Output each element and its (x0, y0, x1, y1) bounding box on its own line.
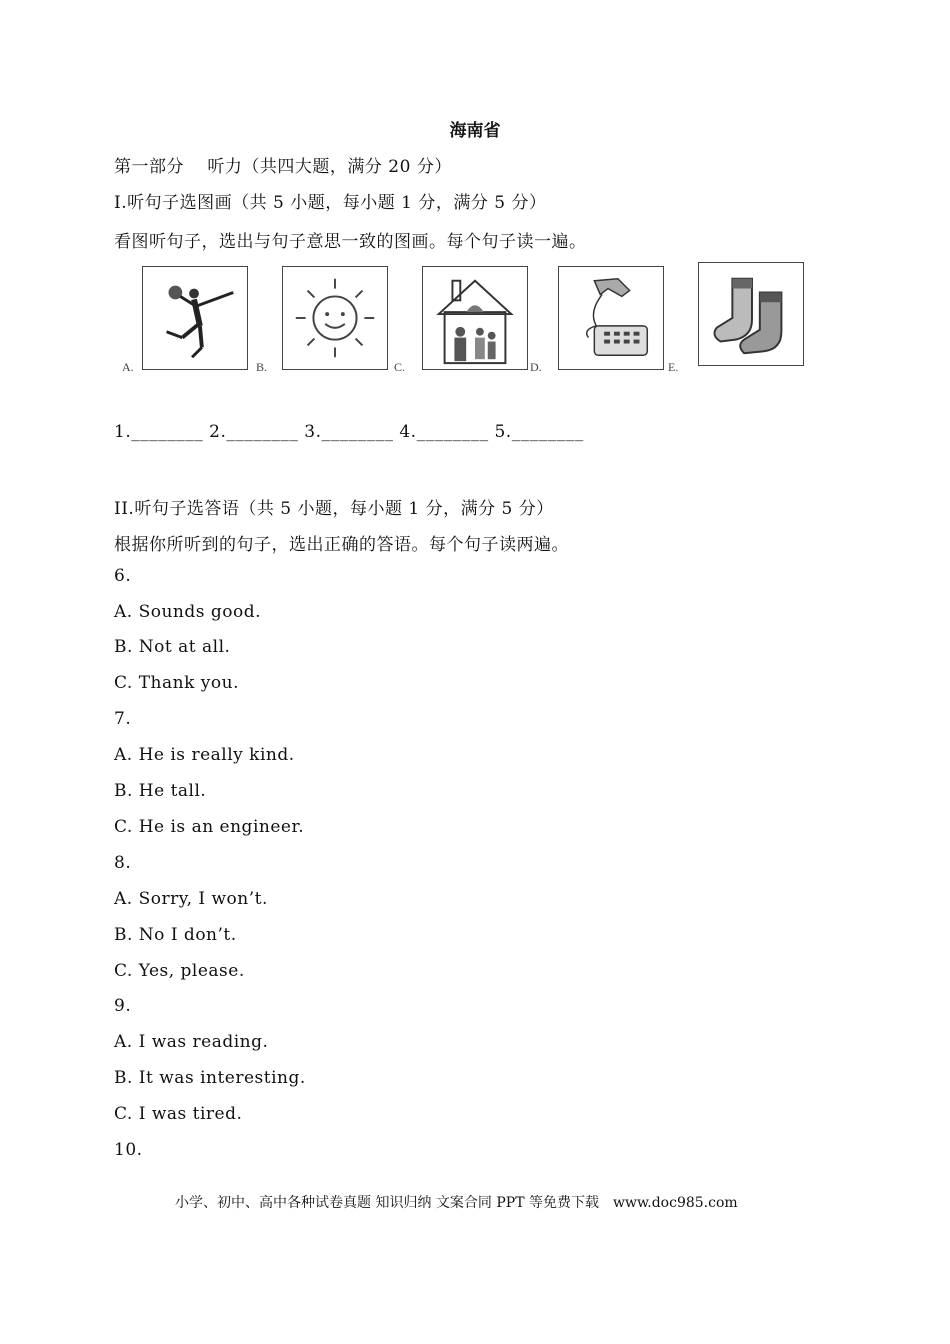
picture-label-d: D. (530, 360, 542, 374)
section-1-instructions: 看图听句子，选出与句子意思一致的图画。每个句子读一遍。 (114, 232, 587, 252)
question-line: 9. (114, 996, 132, 1016)
section-1-title: I.听句子选图画（共 5 小题，每小题 1 分，满分 5 分） (114, 193, 547, 213)
question-line: 6. (114, 566, 132, 586)
page-footer: 小学、初中、高中各种试卷真题 知识归纳 文案合同 PPT 等免费下载 www.doc985.com (175, 1195, 738, 1211)
option-line: A. He is really kind. (114, 745, 295, 765)
part-heading: 第一部分 听力（共四大题，满分 20 分） (114, 157, 452, 177)
section-2-instructions: 根据你所听到的句子，选出正确的答语。每个句子读两遍。 (114, 535, 569, 555)
section-2-title: II.听句子选答语（共 5 小题，每小题 1 分，满分 5 分） (114, 499, 554, 519)
picture-label-a: A. (122, 360, 134, 374)
option-line: A. Sorry, I won’t. (114, 889, 268, 909)
family-house-icon (422, 266, 528, 370)
answer-blanks: 1.________ 2.________ 3.________ 4.________ 5.________ (114, 422, 584, 442)
option-line: C. He is an engineer. (114, 817, 305, 837)
option-line: C. Thank you. (114, 673, 239, 693)
question-line: 7. (114, 709, 132, 729)
picture-label-b: B. (256, 360, 268, 374)
picture-label-c: C. (394, 360, 406, 374)
picture-row (118, 262, 818, 382)
option-line: C. I was tired. (114, 1104, 243, 1124)
option-line: C. Yes, please. (114, 961, 245, 981)
option-line: B. It was interesting. (114, 1068, 306, 1088)
option-line: B. Not at all. (114, 637, 231, 657)
option-line: A. I was reading. (114, 1032, 269, 1052)
page-title: 海南省 (449, 121, 501, 141)
option-line: B. No I don’t. (114, 925, 237, 945)
socks-icon (698, 262, 804, 366)
picture-label-e: E. (668, 360, 679, 374)
option-line: A. Sounds good. (114, 602, 262, 622)
question-line: 10. (114, 1140, 143, 1160)
option-line: B. He tall. (114, 781, 207, 801)
telephone-icon (558, 266, 664, 370)
question-line: 8. (114, 853, 132, 873)
sun-icon (282, 266, 388, 370)
basketball-player-icon (142, 266, 248, 370)
